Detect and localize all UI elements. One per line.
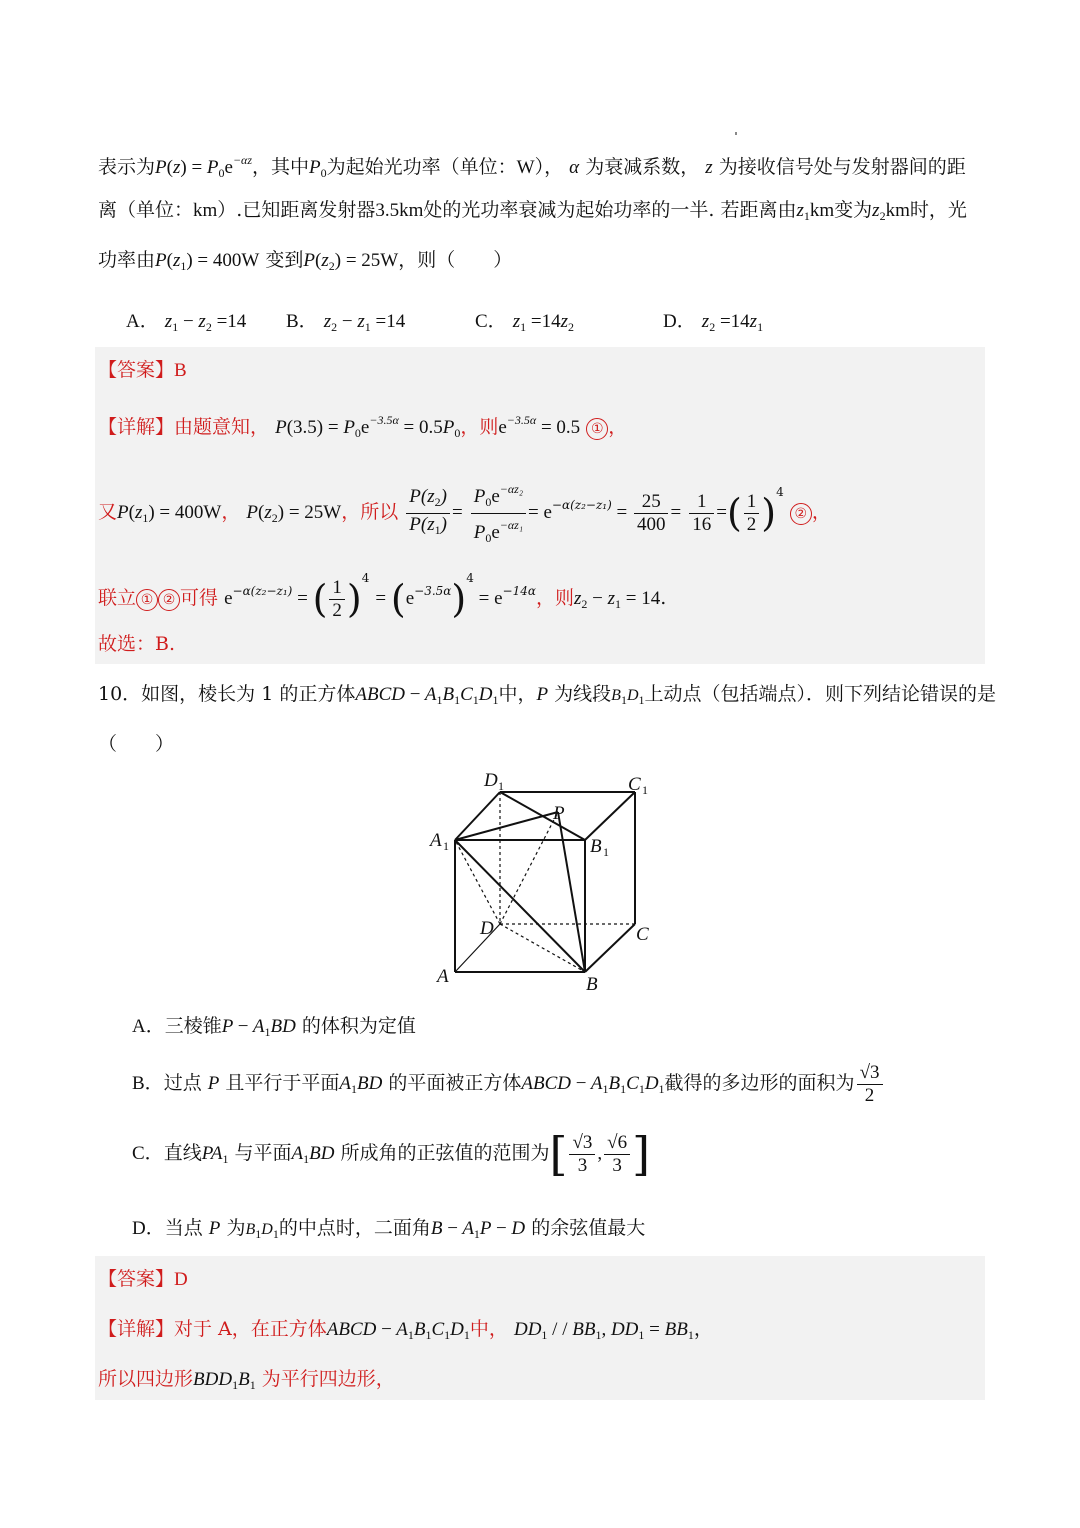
- detail-10-line-2: 所以四边形$BDD_1B_1$ 为平行四边形，: [98, 1368, 395, 1392]
- q10-option-a: A．三棱锥$P - A_1BD$ 的体积为定值: [132, 1015, 416, 1039]
- svg-text:1: 1: [642, 783, 648, 797]
- svg-text:1: 1: [498, 779, 504, 793]
- detail-9-line-3: 联立 ① ② 可得 $e^{-\alpha(z_2-z_1)}$ = ( $\frac{1}{2}$ )$^4 = (e^{-3.5\alpha})^4 = e^{-14\alpha}$，则$z_2 - z_1 = 14$.: [98, 571, 667, 621]
- q10-line-1: 10．如图，棱长为 1 的正方体ABCD − $A_1B_1C_1D_1$中，P 为线段$B_1D_1$上动点（包括端点）．则下列结论错误的是: [98, 683, 997, 707]
- stray-mark: [735, 132, 737, 135]
- svg-text:1: 1: [443, 839, 449, 853]
- detail-9-line-1: 【详解】由题意知， $P(3.5) = P_0e^{-3.5\alpha} = 0.5P_0$，则$e^{-3.5\alpha} = 0.5$ ① ，: [98, 413, 628, 440]
- q9-option-c: C． $z_1 =14z_2$: [475, 311, 575, 334]
- label-P: P: [553, 803, 565, 824]
- q10-option-d: D．当点 P 为$B_1D_1$的中点时，二面角$B - A_1P - D$ 的余弦值最大: [132, 1217, 646, 1241]
- label-D: D: [480, 918, 494, 939]
- circle-1: ①: [586, 418, 608, 440]
- q10-option-c: C．直线$PA_1$ 与平面$A_1BD$ 所成角的正弦值的范围为[ $\frac{√3}{3}$ , $\frac{√6}{3}$ ]: [132, 1127, 651, 1181]
- formula-power-decay: $P(z) = P_0e^{-\alpha z}$: [155, 153, 253, 180]
- q10-line-2: （ ）: [98, 733, 175, 755]
- circle-2: ②: [790, 503, 812, 525]
- label-D1: D: [484, 770, 498, 791]
- label-B: B: [586, 974, 598, 994]
- q9-line-3: 功率由$P(z_1) = 400W$ 变到$P(z_2) = 25W$，则（ ）: [98, 249, 513, 273]
- label-C1: C: [628, 774, 641, 795]
- q9-option-b: B． $z_2 - z_1 =14$: [286, 311, 406, 334]
- cube-figure: [420, 764, 680, 994]
- label-A1: A: [430, 830, 442, 851]
- detail-9-line-2: 又$P(z_1) = 400W$， $P(z_2) = 25W$，所以 $\frac{P(z_2)}{P(z_1)}$ = $\frac{P_0e^{-\alpha z_2}}{P_0e^{-\alpha z_1}}$ = $e^{-\alpha(z_2-z_1)}$ = $\frac{25}{400}$ = $\frac{1}{16}$ =( $\frac{1}{2}$ )$^4$ ② ，: [98, 464, 831, 524]
- svg-text:1: 1: [603, 845, 609, 859]
- answer-10: 【答案】D: [98, 1268, 188, 1290]
- detail-9-conclusion: 故选：B.: [98, 633, 176, 655]
- label-B1: B: [590, 836, 602, 857]
- q9-option-a: A． $z_1 - z_2 =14$: [126, 311, 247, 334]
- q9-line-2: 离（单位：km）.已知距离发射器3.5km处的光功率衰减为起始功率的一半. 若距离由$z_1km$变为$z_2km$时，光: [98, 199, 967, 223]
- q9-option-d: D． $z_2 =14z_1$: [663, 311, 764, 334]
- detail-10-line-1: 【详解】对于 A，在正方体ABCD − $A_1B_1C_1D_1$中， $DD_1$ / / $BB_1$, $DD_1 = BB_1$，: [98, 1318, 713, 1342]
- label-C: C: [636, 924, 649, 945]
- q10-option-b: B．过点 P 且平行于平面$A_1BD$ 的平面被正方体ABCD − $A_1B_1C_1D_1$截得的多边形的面积为 $\frac{√3}{2}$: [132, 1058, 885, 1112]
- q9-line-1: 表示为$P(z) = P_0e^{-\alpha z}$，其中$P_0$为起始光功率（单位：W）， α 为衰减系数， z 为接收信号处与发射器间的距: [98, 153, 966, 180]
- answer-9: 【答案】B: [98, 359, 187, 381]
- label-A: A: [437, 966, 449, 987]
